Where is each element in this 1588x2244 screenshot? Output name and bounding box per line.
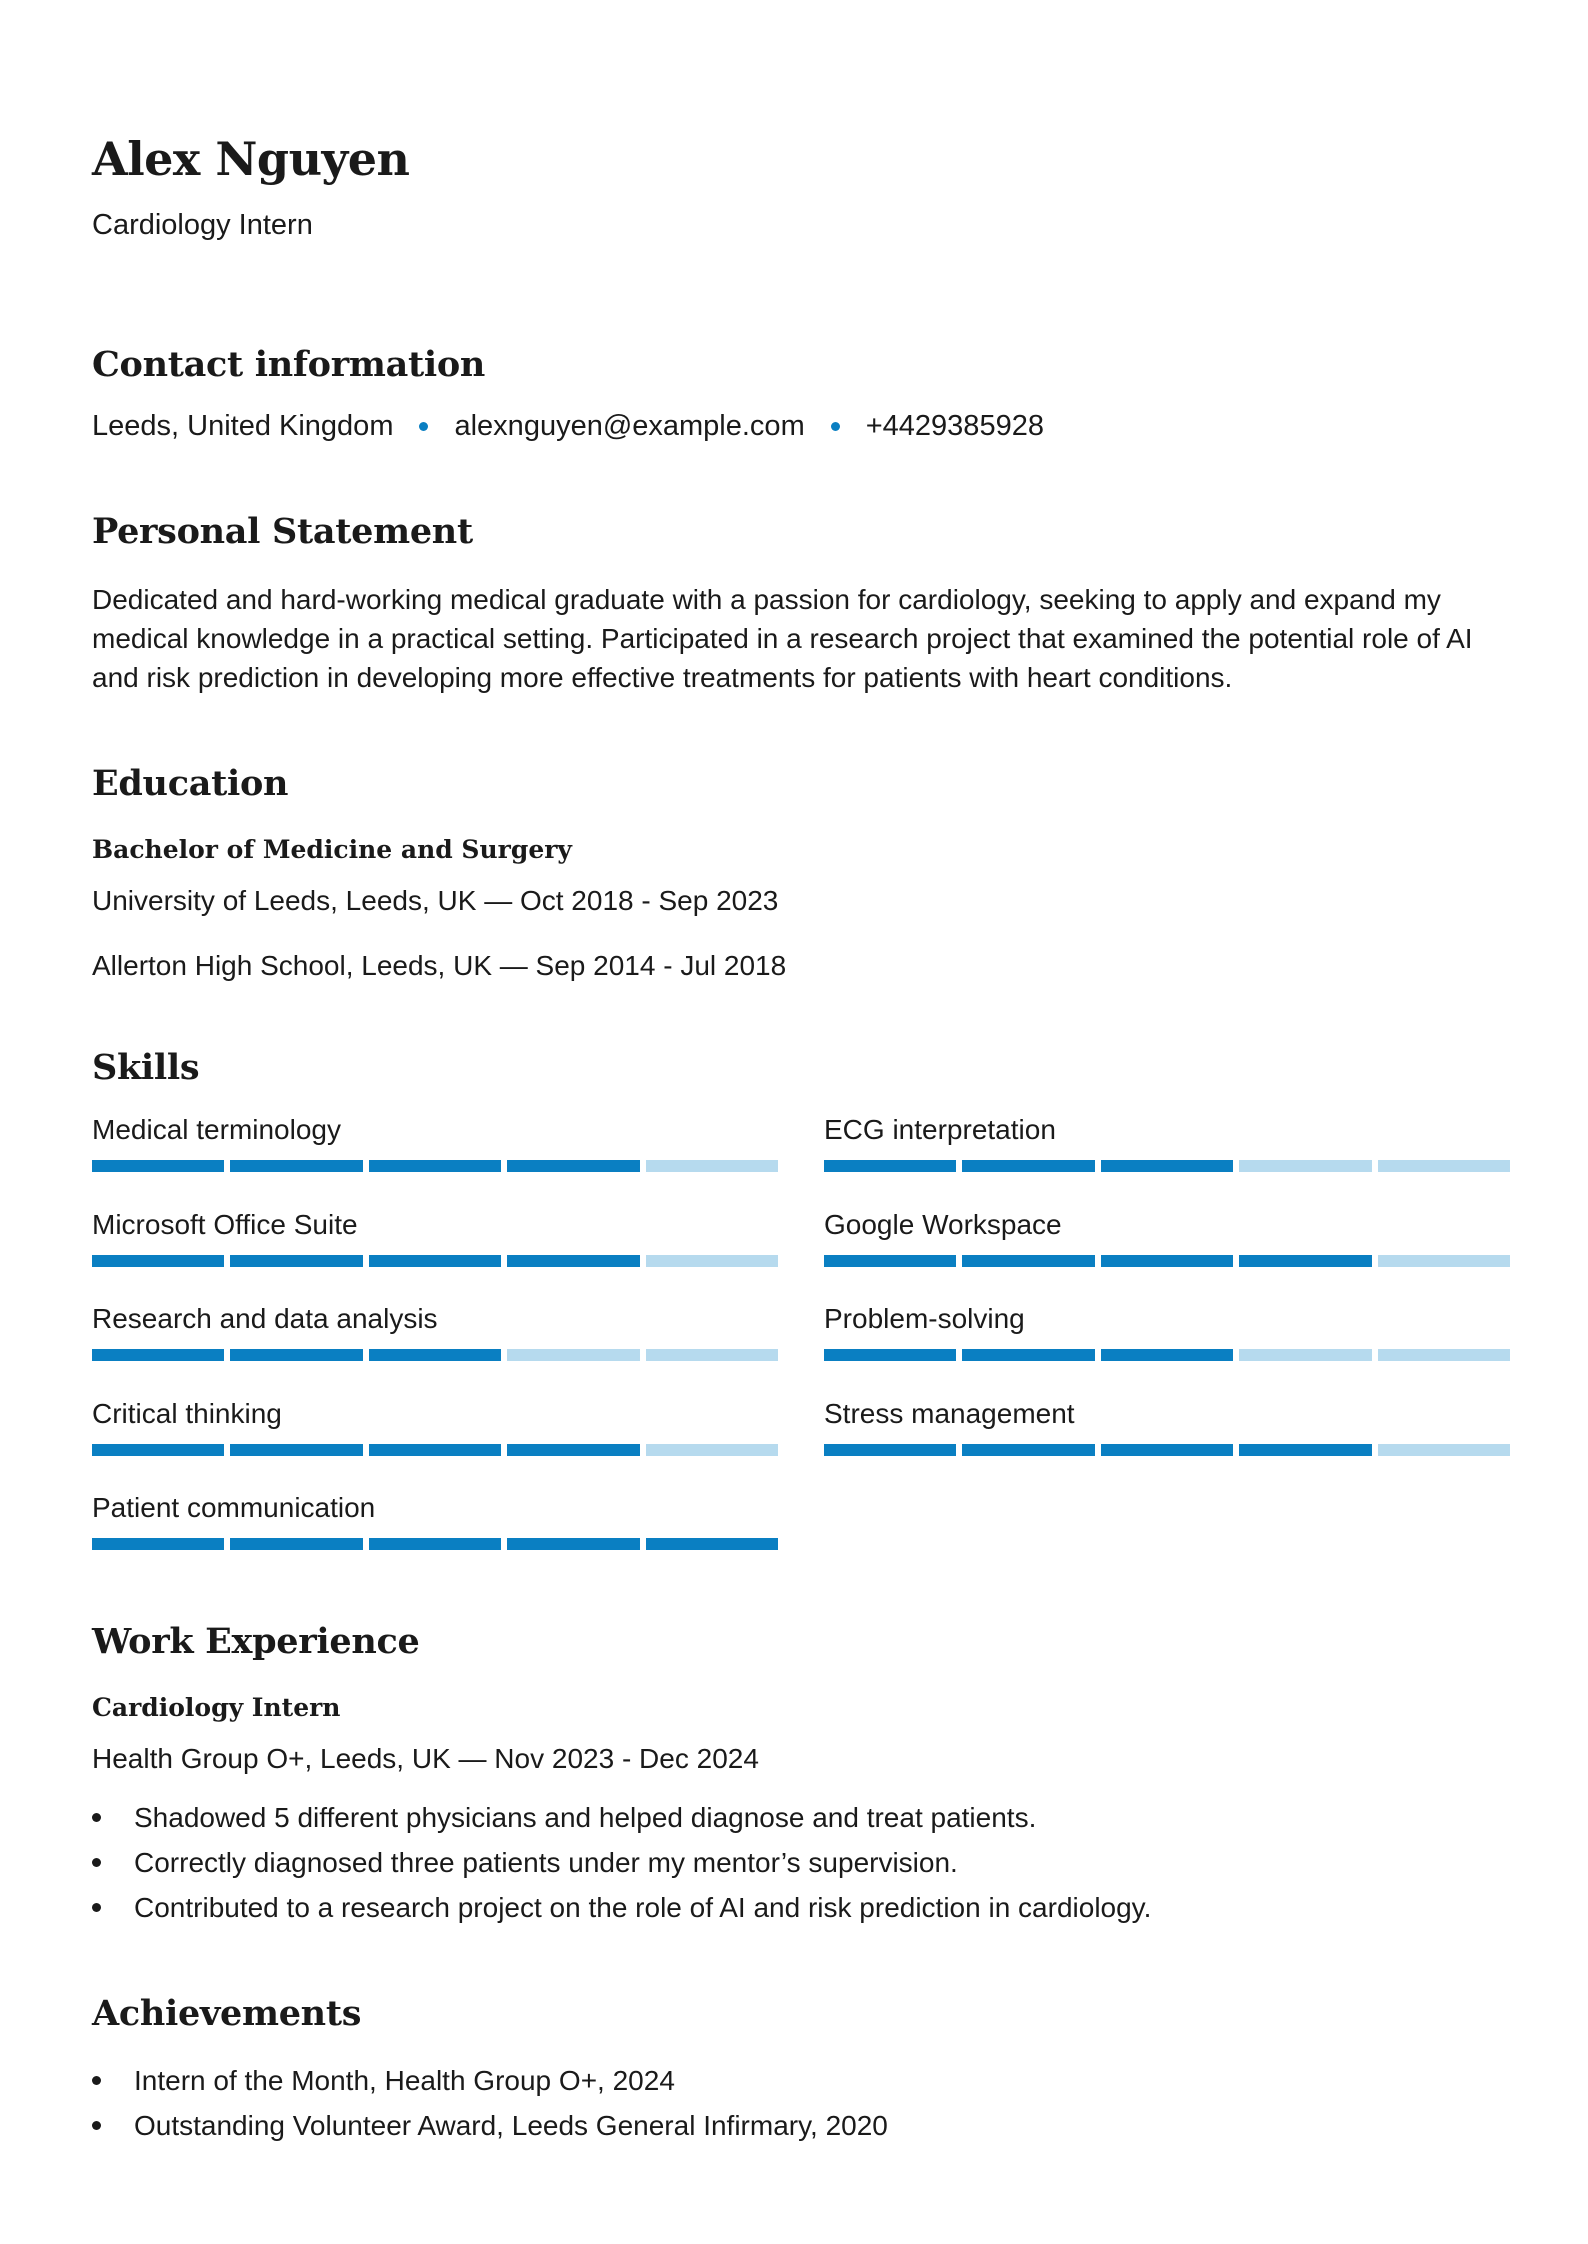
skill-item	[92, 1488, 778, 1550]
skill-label: Critical thinking	[92, 1397, 282, 1429]
skill-level-segment-filled	[369, 1444, 501, 1456]
statement-heading: Personal Statement	[92, 511, 473, 552]
skill-level-segment-empty	[1378, 1349, 1510, 1361]
skill-level-bar	[92, 1349, 778, 1361]
skill-level-segment-filled	[507, 1538, 639, 1550]
work-heading: Work Experience	[92, 1621, 420, 1662]
skill-level-segment-empty	[1378, 1444, 1510, 1456]
skill-level-segment-filled	[507, 1160, 639, 1172]
skill-level-segment-filled	[824, 1255, 956, 1267]
achievements-list	[92, 2058, 888, 2148]
skill-level-segment-filled	[369, 1349, 501, 1361]
skill-level-segment-filled	[230, 1444, 362, 1456]
skill-level-segment-empty	[646, 1255, 778, 1267]
skill-level-segment-empty	[1378, 1160, 1510, 1172]
skill-label: Problem-solving	[824, 1303, 1025, 1334]
skill-level-segment-filled	[1101, 1160, 1233, 1172]
skill-item	[92, 1394, 778, 1456]
skill-level-segment-empty	[1239, 1349, 1371, 1361]
skill-level-segment-filled	[824, 1349, 956, 1361]
skill-level-segment-filled	[92, 1444, 224, 1456]
skill-level-segment-filled	[962, 1160, 1094, 1172]
skill-level-segment-empty	[1239, 1160, 1371, 1172]
skill-item	[824, 1110, 1510, 1172]
achievements-heading: Achievements	[92, 1993, 362, 2034]
skill-item	[92, 1299, 778, 1361]
list-item: Shadowed 5 different physicians and helped diagnose and treat patients.	[92, 1795, 1151, 1840]
skill-level-segment-filled	[92, 1160, 224, 1172]
skill-level-segment-filled	[230, 1349, 362, 1361]
skill-level-segment-empty	[646, 1160, 778, 1172]
skill-level-segment-filled	[92, 1538, 224, 1550]
skill-level-segment-filled	[369, 1538, 501, 1550]
list-item: Intern of the Month, Health Group O+, 2024	[92, 2058, 888, 2103]
education-degree: Bachelor of Medicine and Surgery	[92, 835, 572, 864]
education-university: University of Leeds, Leeds, UK — Oct 2018 - Sep 2023	[92, 885, 779, 916]
skill-level-segment-filled	[507, 1255, 639, 1267]
skill-level-bar	[824, 1255, 1510, 1267]
separator-dot-icon	[831, 422, 840, 431]
skill-label: Microsoft Office Suite	[92, 1208, 358, 1240]
skill-label: Medical terminology	[92, 1114, 341, 1145]
skill-level-segment-filled	[1101, 1444, 1233, 1456]
separator-dot-icon	[419, 422, 428, 431]
skill-level-bar	[92, 1160, 778, 1172]
skill-item	[824, 1394, 1510, 1456]
skill-level-segment-empty	[1378, 1255, 1510, 1267]
contact-heading: Contact information	[92, 344, 486, 385]
statement-text: Dedicated and hard-working medical graduate with a passion for cardiology, seeking to apply and expand my medical knowledge in a practical setting. Participated in a research project that examined the potential role of AI and risk prediction in developing more effective treatments for patients with heart conditions.	[92, 584, 1473, 693]
work-bullets	[92, 1795, 1151, 1930]
skill-level-segment-empty	[507, 1349, 639, 1361]
skill-item	[92, 1110, 778, 1172]
list-item: Contributed to a research project on the role of AI and risk prediction in cardiology.	[92, 1885, 1151, 1930]
skill-level-segment-filled	[369, 1160, 501, 1172]
skill-label: Research and data analysis	[92, 1303, 438, 1334]
education-heading: Education	[92, 763, 289, 804]
contact-location: Leeds, United Kingdom	[92, 410, 394, 442]
skill-level-segment-filled	[230, 1160, 362, 1172]
list-item: Outstanding Volunteer Award, Leeds General Infirmary, 2020	[92, 2103, 888, 2148]
skill-level-segment-filled	[369, 1255, 501, 1267]
education-school: Allerton High School, Leeds, UK — Sep 2014 - Jul 2018	[92, 950, 787, 981]
work-role: Cardiology Intern	[92, 1693, 341, 1722]
skill-item	[824, 1299, 1510, 1361]
skill-item	[92, 1205, 778, 1267]
skill-label: Stress management	[824, 1397, 1075, 1429]
skill-label: ECG interpretation	[824, 1114, 1056, 1145]
skill-label: Google Workspace	[824, 1208, 1062, 1240]
skill-level-segment-filled	[1239, 1255, 1371, 1267]
skill-level-segment-filled	[92, 1349, 224, 1361]
skill-level-bar	[92, 1444, 778, 1456]
list-item: Correctly diagnosed three patients under my mentor’s supervision.	[92, 1840, 1151, 1885]
skill-level-segment-filled	[230, 1538, 362, 1550]
skill-level-segment-filled	[1239, 1444, 1371, 1456]
skill-level-segment-filled	[646, 1538, 778, 1550]
skill-level-segment-filled	[962, 1255, 1094, 1267]
skill-level-segment-filled	[92, 1255, 224, 1267]
skill-level-segment-filled	[824, 1160, 956, 1172]
skill-level-bar	[824, 1160, 1510, 1172]
candidate-name: Alex Nguyen	[92, 132, 410, 186]
skill-item	[824, 1205, 1510, 1267]
work-employer: Health Group O+, Leeds, UK — Nov 2023 - Dec 2024	[92, 1743, 759, 1774]
skill-level-bar	[824, 1444, 1510, 1456]
skill-level-segment-empty	[646, 1349, 778, 1361]
job-title: Cardiology Intern	[92, 209, 313, 241]
skill-label: Patient communication	[92, 1492, 376, 1523]
skill-level-segment-filled	[962, 1349, 1094, 1361]
skill-level-bar	[824, 1349, 1510, 1361]
skill-level-segment-filled	[1101, 1255, 1233, 1267]
skill-level-segment-filled	[1101, 1349, 1233, 1361]
skill-level-segment-filled	[507, 1444, 639, 1456]
skill-level-segment-empty	[646, 1444, 778, 1456]
skill-level-segment-filled	[962, 1444, 1094, 1456]
skill-level-segment-filled	[230, 1255, 362, 1267]
skill-level-bar	[92, 1255, 778, 1267]
skill-level-segment-filled	[824, 1444, 956, 1456]
contact-row	[92, 410, 1044, 443]
skill-level-bar	[92, 1538, 778, 1550]
skills-heading: Skills	[92, 1047, 200, 1088]
contact-email[interactable]: alexnguyen@example.com	[454, 410, 805, 442]
contact-phone[interactable]: +4429385928	[865, 410, 1044, 442]
